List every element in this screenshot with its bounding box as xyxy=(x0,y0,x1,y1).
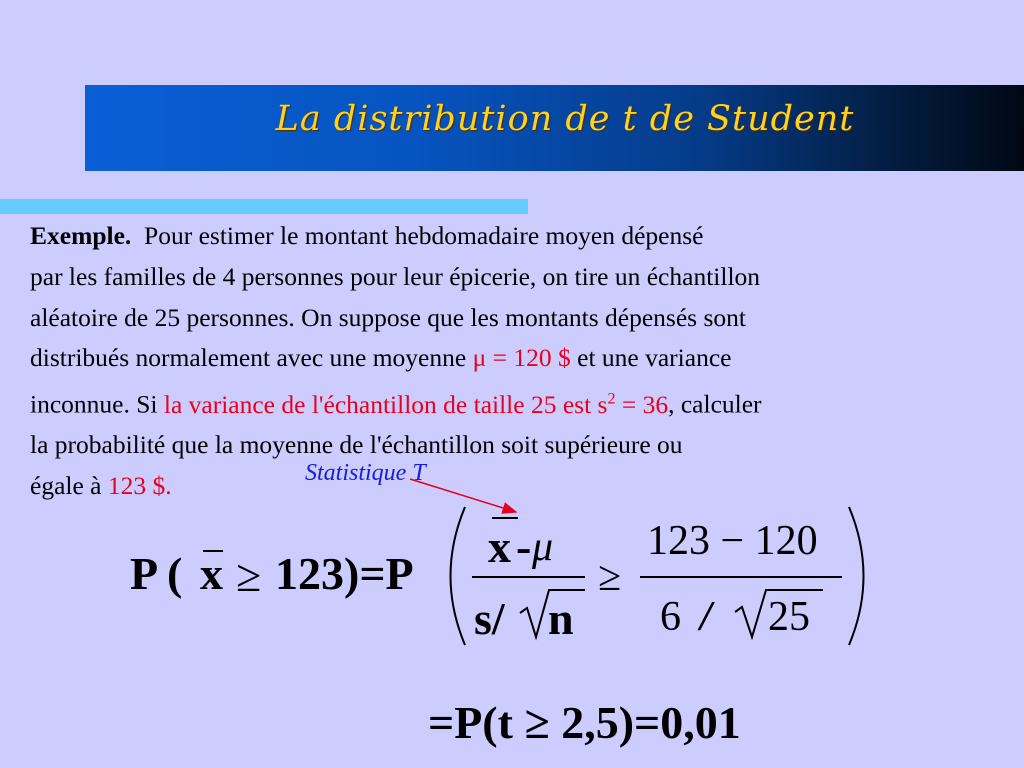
paragraph-text-7a: égale à xyxy=(30,471,108,501)
formula-geq: ≥ xyxy=(598,554,622,600)
annotation-arrow xyxy=(410,479,516,512)
paragraph-text-4a: distribués normalement avec une moyenne xyxy=(30,343,473,373)
mean-value: μ = 120 $ xyxy=(472,343,571,373)
numerator-minus: - xyxy=(516,521,532,572)
paragraph-text-4b: et une variance xyxy=(570,343,732,373)
denominator-25: 25 xyxy=(768,594,810,640)
numerator-right: 123 − 120 xyxy=(647,518,818,564)
formula-result: =P(t ≥ 2,5)=0,01 xyxy=(428,697,741,748)
paragraph-text-1: Pour estimer le montant hebdomadaire moyen dépensé xyxy=(144,221,704,250)
paragraph-text-5a: inconnue. Si xyxy=(30,389,164,419)
numerator-xbar: x xyxy=(488,521,511,572)
paragraph-line-6: la probabilité que la moyenne de l'échantillon soit supérieure ou xyxy=(30,430,683,460)
threshold-value: 123 $. xyxy=(107,471,172,501)
denominator-s: s/ xyxy=(474,593,505,644)
paragraph-text-5b: , calculer xyxy=(668,389,762,419)
formula-lhs-xbar: x xyxy=(200,548,223,599)
slide-title: La distribution de t de Student xyxy=(275,99,855,139)
paragraph-line-2: par les familles de 4 personnes pour leur épicerie, on tire un échantillon xyxy=(30,261,761,291)
formula-lhs-geq: ≥ xyxy=(236,550,262,601)
denominator-slash: / xyxy=(700,594,712,640)
paragraph-line-3: aléatoire de 25 personnes. On suppose que les montants dépensés sont xyxy=(30,302,746,332)
numerator-mu: μ xyxy=(532,524,554,570)
left-big-paren xyxy=(451,507,466,645)
denominator-n: n xyxy=(548,593,574,644)
example-label: Exemple. xyxy=(30,221,132,250)
variance-exponent: 2 xyxy=(607,390,616,408)
formula-lhs-rest: 123)=P xyxy=(275,548,414,599)
formula-lhs-p: P ( xyxy=(130,548,183,599)
right-big-paren xyxy=(849,507,864,645)
variance-phrase: la variance de l'échantillon de taille 25 est s xyxy=(163,389,608,419)
denominator-6: 6 xyxy=(660,594,681,640)
statistic-t-label: Statistique T xyxy=(305,460,426,486)
variance-value: = 36 xyxy=(615,389,669,419)
